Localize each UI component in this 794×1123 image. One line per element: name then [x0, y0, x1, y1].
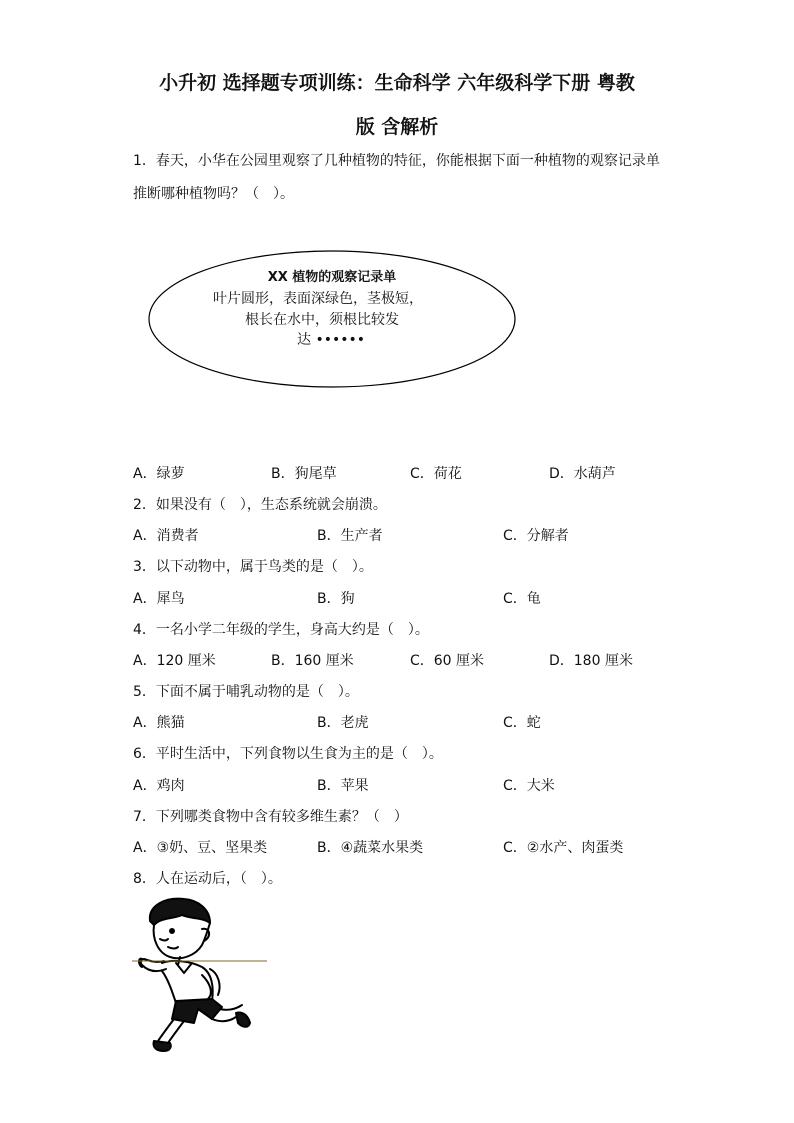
q3-option-c[interactable]: C．龟	[503, 591, 541, 607]
q4-option-a[interactable]: A．120 厘米	[133, 653, 216, 669]
q5-option-b[interactable]: B．老虎	[317, 715, 369, 731]
q6-option-b[interactable]: B．苹果	[317, 778, 369, 794]
question-4-text: 4．一名小学二年级的学生，身高大约是（ ）。	[133, 622, 429, 638]
question-5-text: 5．下面不属于哺乳动物的是（ ）。	[133, 684, 359, 700]
question-6-text: 6．平时生活中，下列食物以生食为主的是（ ）。	[133, 746, 443, 762]
q4-option-b[interactable]: B．160 厘米	[271, 653, 354, 669]
q4-option-d[interactable]: D．180 厘米	[549, 653, 633, 669]
record-line-2: 根长在水中，须根比较发	[245, 312, 399, 328]
q6-option-a[interactable]: A．鸡肉	[133, 778, 185, 794]
q2-option-a[interactable]: A．消费者	[133, 528, 199, 544]
q7-option-c[interactable]: C．②水产、肉蛋类	[503, 840, 624, 856]
q5-option-a[interactable]: A．熊猫	[133, 715, 185, 731]
q7-option-b[interactable]: B．④蔬菜水果类	[317, 840, 424, 856]
question-3-text: 3．以下动物中，属于鸟类的是（ ）。	[133, 559, 373, 575]
q6-option-c[interactable]: C．大米	[503, 778, 555, 794]
q2-option-b[interactable]: B．生产者	[317, 528, 383, 544]
q1-option-b[interactable]: B．狗尾草	[271, 466, 337, 482]
q4-option-c[interactable]: C．60 厘米	[410, 653, 485, 669]
question-1-text-line1: 1．春天，小华在公园里观察了几种植物的特征，你能根据下面一种植物的观察记录单	[133, 153, 660, 169]
record-line-3: 达 ••••••	[297, 332, 365, 348]
q3-option-b[interactable]: B．狗	[317, 591, 355, 607]
q1-option-d[interactable]: D．水葫芦	[549, 466, 616, 482]
record-line-1: 叶片圆形，表面深绿色，茎极短，	[213, 291, 423, 307]
question-7-text: 7．下列哪类食物中含有较多维生素？（ ）	[133, 809, 408, 825]
question-1-text-line2: 推断哪种植物吗？（ ）。	[133, 186, 294, 202]
q3-option-a[interactable]: A．犀鸟	[133, 591, 185, 607]
q1-option-a[interactable]: A．绿萝	[133, 466, 185, 482]
q2-option-c[interactable]: C．分解者	[503, 528, 569, 544]
q7-option-a[interactable]: A．③奶、豆、坚果类	[133, 840, 268, 856]
running-boy-illustration	[132, 895, 267, 1057]
q1-option-c[interactable]: C．荷花	[410, 466, 462, 482]
question-8-text: 8．人在运动后，（ ）。	[133, 871, 282, 887]
record-title: XX 植物的观察记录单	[267, 270, 397, 285]
page-title-line2: 版 含解析	[355, 116, 439, 138]
page-title-line1: 小升初 选择题专项训练：生命科学 六年级科学下册 粤教	[159, 72, 635, 94]
q5-option-c[interactable]: C．蛇	[503, 715, 541, 731]
question-2-text: 2．如果没有（ ），生态系统就会崩溃。	[133, 497, 387, 513]
